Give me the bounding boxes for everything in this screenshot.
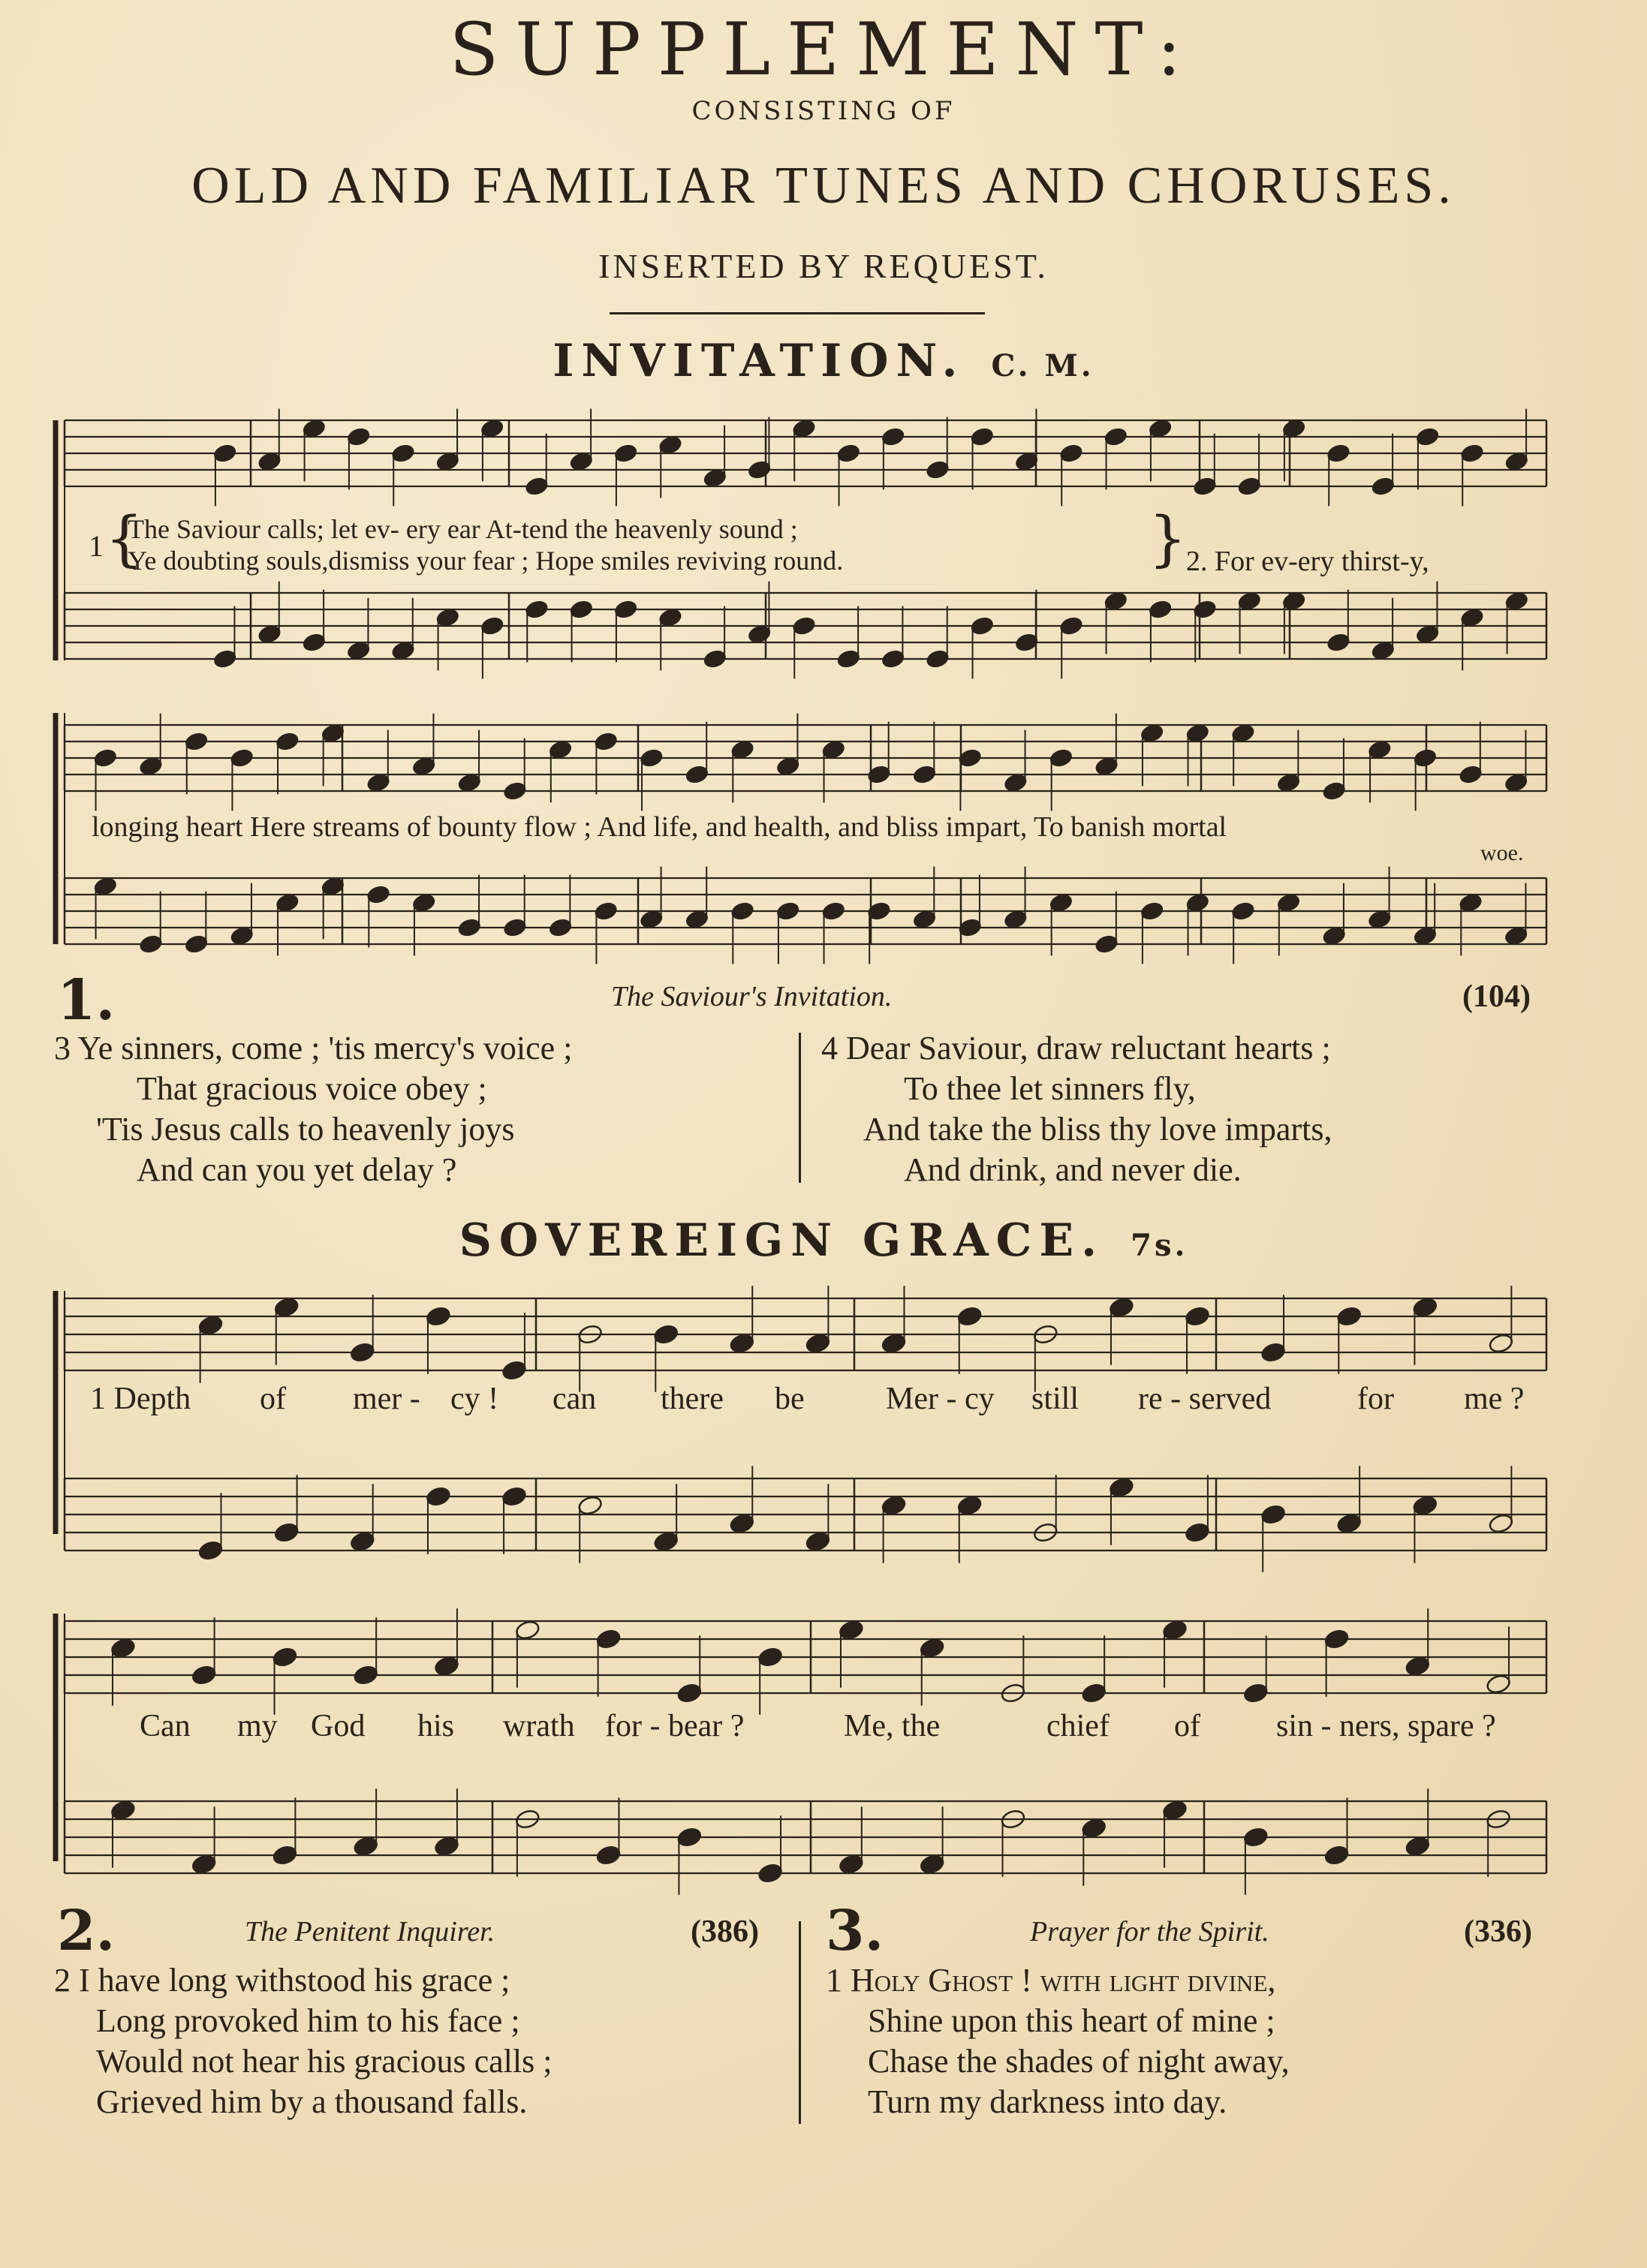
- stanza-line: And can you yet delay ?: [137, 1151, 457, 1188]
- note-head: [434, 1835, 460, 1857]
- inserted-note: INSERTED BY REQUEST.: [598, 247, 1049, 285]
- note-head: [881, 1332, 907, 1354]
- note-head: [1185, 1305, 1211, 1327]
- note-head: [1488, 1332, 1514, 1354]
- note-head: [191, 1664, 217, 1686]
- hymn3-ref: (336): [1464, 1915, 1532, 1949]
- note-head: [729, 1512, 755, 1534]
- lyric-word: sin - ners, spare ?: [1276, 1709, 1496, 1743]
- note-head: [1412, 1494, 1438, 1516]
- consisting-of: CONSISTING OF: [691, 96, 956, 126]
- tune1-verse-number: 1: [89, 529, 104, 563]
- stanza-line: Chase the shades of night away,: [868, 2043, 1290, 2080]
- stanza-line: 'Tis Jesus calls to heavenly joys: [96, 1111, 515, 1148]
- lyric-word: Me, the: [844, 1709, 941, 1743]
- lyric-word: my: [237, 1709, 278, 1743]
- note-head: [653, 1323, 679, 1345]
- hymn1-number: 1.: [57, 968, 116, 1033]
- lyric-word: Mer - cy: [886, 1382, 995, 1416]
- lyric-word: there: [661, 1382, 724, 1416]
- page-title: SUPPLEMENT:: [449, 8, 1198, 92]
- note-head: [273, 1296, 300, 1318]
- note-head: [838, 1853, 864, 1875]
- lyric-word: be: [775, 1382, 805, 1416]
- note-head: [1185, 1521, 1211, 1543]
- note-head: [1412, 1296, 1438, 1318]
- note-head: [191, 1853, 217, 1875]
- hymn2-number: 2.: [57, 1899, 116, 1963]
- note-head: [1108, 1476, 1134, 1498]
- note-head: [353, 1835, 379, 1857]
- lyric-word: still: [1031, 1382, 1079, 1416]
- lyric-word: re - served: [1138, 1382, 1272, 1416]
- hymn2-title: The Penitent Inquirer.: [245, 1916, 495, 1948]
- left-brace: {: [105, 504, 143, 573]
- lyric-word: wrath: [503, 1709, 575, 1743]
- note-head: [1081, 1682, 1107, 1704]
- note-head: [1323, 1628, 1350, 1650]
- note-head: [110, 1799, 136, 1821]
- note-head: [881, 1494, 907, 1516]
- tune1-name: INVITATION.: [553, 335, 965, 387]
- note-head: [676, 1826, 703, 1848]
- stanza-line: Long provoked him to his face ;: [96, 2002, 520, 2039]
- note-head: [1323, 1844, 1350, 1866]
- note-head: [197, 1314, 224, 1336]
- hymn1-title: The Saviour's Invitation.: [611, 981, 893, 1012]
- note-head: [1488, 1512, 1514, 1534]
- note-head: [676, 1682, 703, 1704]
- lyric-word: mer -: [353, 1382, 420, 1416]
- tune1-verse-line2: Ye doubting souls,dismiss your fear ; Hope smiles reviving round.: [128, 546, 844, 576]
- note-head: [956, 1305, 983, 1327]
- note-head: [1405, 1835, 1431, 1857]
- note-head: [757, 1862, 784, 1884]
- note-head: [805, 1530, 831, 1552]
- note-head: [434, 1655, 460, 1677]
- note-head: [425, 1485, 451, 1507]
- stanza-line: Would not hear his gracious calls ;: [96, 2043, 553, 2080]
- note-head: [1162, 1799, 1188, 1821]
- stanza-line: 1 Holy Ghost ! with light divine,: [826, 1962, 1276, 1999]
- note-head: [956, 1494, 983, 1516]
- hymn3-stanza: [826, 1960, 1290, 2122]
- note-head: [805, 1332, 831, 1354]
- hymn1-ref: (104): [1462, 979, 1531, 1014]
- note-head: [1405, 1655, 1431, 1677]
- note-head: [1336, 1512, 1362, 1534]
- note-head: [653, 1530, 679, 1552]
- hymn2-stanza: [54, 1960, 552, 2122]
- hymn3-number: 3.: [826, 1899, 884, 1963]
- tune1-row2-lyrics: longing heart Here streams of bounty flow ; And life, and health, and bliss impart, To banish mortal: [92, 811, 1227, 843]
- note-head: [1260, 1341, 1287, 1363]
- stanza-line: Turn my darkness into day.: [868, 2083, 1227, 2120]
- note-head: [1242, 1682, 1269, 1704]
- note-head: [514, 1619, 540, 1641]
- tune2-meter: 7s.: [1131, 1228, 1188, 1263]
- tune1-row2-end: woe.: [1480, 841, 1524, 865]
- stanza-line: 3 Ye sinners, come ; 'tis mercy's voice ;: [54, 1030, 573, 1066]
- lyric-word: of: [1174, 1709, 1200, 1743]
- note-head: [1242, 1826, 1269, 1848]
- note-head: [595, 1844, 622, 1866]
- lyric-word: can: [553, 1382, 597, 1416]
- stanza-line: Grieved him by a thousand falls.: [96, 2083, 528, 2120]
- lyric-word: for - bear ?: [605, 1709, 745, 1743]
- note-head: [729, 1332, 755, 1354]
- right-brace: }: [1149, 504, 1187, 573]
- hymn3-title: Prayer for the Spirit.: [1030, 1916, 1269, 1948]
- stanza-line: And take the bliss thy love imparts,: [863, 1111, 1332, 1148]
- note-head: [1081, 1817, 1107, 1839]
- note-head: [501, 1359, 528, 1381]
- note-head: [1486, 1673, 1512, 1695]
- note-head: [353, 1664, 379, 1686]
- note-head: [919, 1637, 945, 1659]
- note-head: [838, 1619, 864, 1641]
- note-head: [197, 1539, 224, 1561]
- note-head: [273, 1521, 300, 1543]
- lyric-word: 1 Depth: [90, 1382, 191, 1416]
- lyric-word: me ?: [1464, 1382, 1525, 1416]
- note-head: [349, 1530, 375, 1552]
- note-head: [272, 1844, 298, 1866]
- note-head: [757, 1646, 784, 1668]
- tune1-meter: C. M.: [991, 348, 1094, 384]
- page-subtitle: OLD AND FAMILIAR TUNES AND CHORUSES.: [191, 157, 1456, 215]
- note-head: [577, 1494, 604, 1516]
- note-head: [110, 1637, 136, 1659]
- note-head: [1162, 1619, 1188, 1641]
- stanza-line: 2 I have long withstood his grace ;: [54, 1962, 510, 1999]
- note-head: [1260, 1503, 1287, 1525]
- stanza-line: To thee let sinners fly,: [904, 1070, 1196, 1107]
- stanza-line: That gracious voice obey ;: [137, 1070, 487, 1107]
- lyric-word: chief: [1046, 1709, 1110, 1743]
- stanza-divider: [799, 1921, 801, 2124]
- lyric-word: of: [260, 1382, 286, 1416]
- lyric-word: Can: [140, 1709, 191, 1743]
- stanza-line: 4 Dear Saviour, draw reluctant hearts ;: [821, 1030, 1331, 1066]
- tune1-verse-line1: The Saviour calls; let ev- ery ear At-tend the heavenly sound ;: [128, 514, 798, 544]
- hymn2-ref: (386): [691, 1915, 759, 1949]
- note-head: [919, 1853, 945, 1875]
- lyric-word: his: [417, 1709, 455, 1743]
- tune2-name: SOVEREIGN GRACE.: [459, 1214, 1105, 1267]
- lyric-word: cy !: [450, 1382, 499, 1416]
- stanza-line: Shine upon this heart of mine ;: [868, 2002, 1275, 2039]
- lyric-word: God: [311, 1709, 366, 1743]
- note-head: [1108, 1296, 1134, 1318]
- note-head: [595, 1628, 622, 1650]
- note-head: [501, 1485, 528, 1507]
- note-head: [1336, 1305, 1362, 1327]
- tune1-verse-cont: 2. For ev-ery thirst-y,: [1186, 546, 1429, 577]
- note-head: [272, 1646, 298, 1668]
- note-head: [349, 1341, 375, 1363]
- note-head: [425, 1305, 451, 1327]
- lyric-word: for: [1357, 1382, 1394, 1416]
- stanza-line: And drink, and never die.: [904, 1151, 1242, 1188]
